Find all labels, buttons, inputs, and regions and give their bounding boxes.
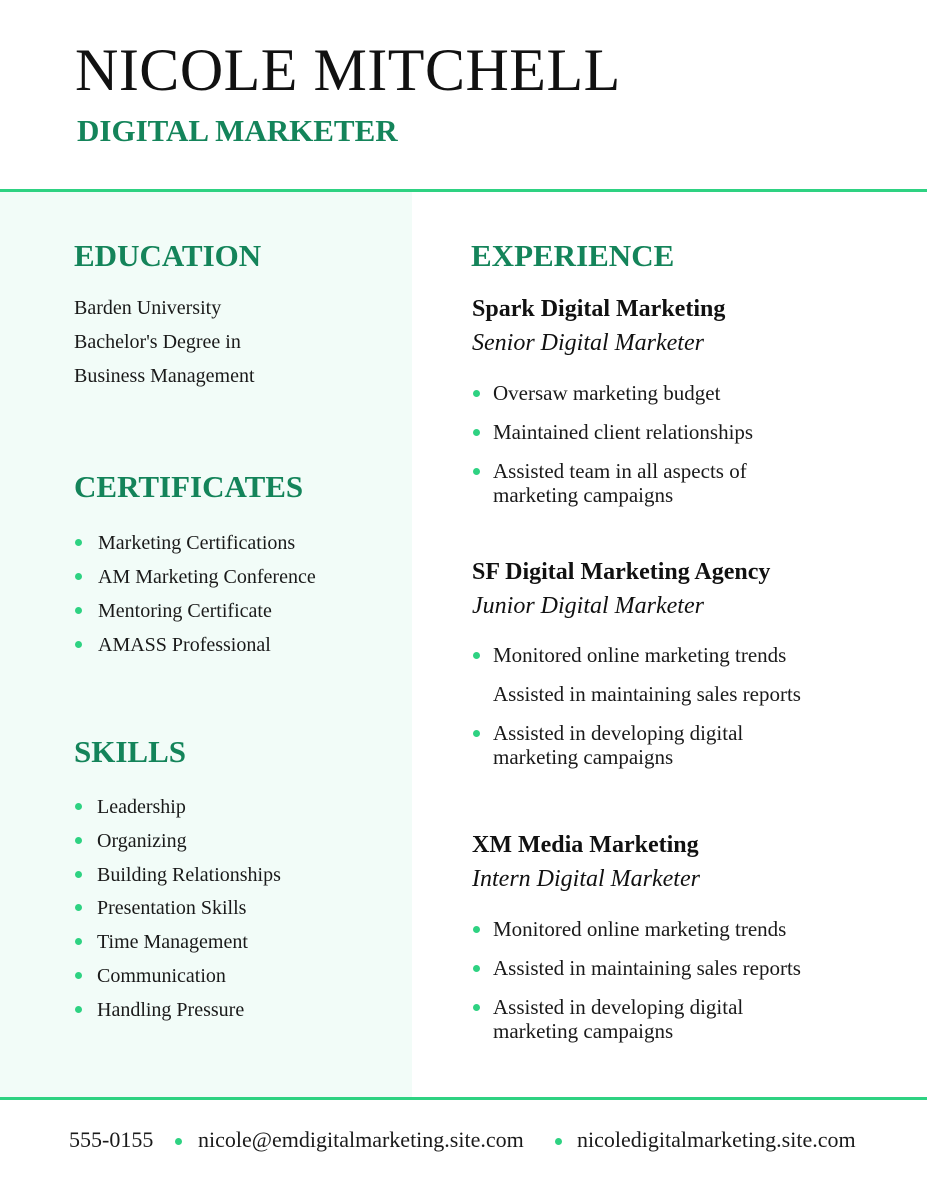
bullet-icon: [473, 730, 480, 737]
bullet-icon: [473, 691, 480, 698]
bullet-icon: [473, 926, 480, 933]
job-role: Intern Digital Marketer: [472, 866, 700, 892]
education-degree: Bachelor's Degree in: [74, 331, 241, 353]
contact-footer: [0, 1100, 927, 1200]
bullet-icon: [473, 390, 480, 397]
resume-header: [0, 0, 927, 190]
bullet-icon: [75, 837, 82, 844]
bullet-icon: [75, 803, 82, 810]
job-duty: Assisted in developing digital marketing campaigns: [493, 721, 744, 769]
list-item: [472, 420, 892, 444]
job-role: Senior Digital Marketer: [472, 330, 704, 356]
separator-dot-icon: [175, 1138, 182, 1145]
list-item: [472, 995, 783, 1043]
certificate-label: AMASS Professional: [98, 634, 271, 656]
skill-label: Building Relationships: [97, 863, 281, 886]
bullet-icon: [75, 539, 82, 546]
experience-heading: EXPERIENCE: [471, 238, 675, 273]
phone-number: 555-0155: [69, 1127, 154, 1152]
bullet-icon: [473, 429, 480, 436]
list-item: [472, 956, 892, 980]
certificate-label: AM Marketing Conference: [98, 566, 316, 588]
job-role: Junior Digital Marketer: [472, 593, 704, 619]
list-item: [472, 917, 892, 941]
job-bullets: [472, 643, 892, 784]
list-item: [472, 682, 892, 706]
bullet-icon: [75, 972, 82, 979]
job-duty: Maintained client relationships: [493, 420, 754, 444]
job-bullets: [472, 917, 892, 1058]
job-company: XM Media Marketing: [472, 832, 699, 858]
job-company: Spark Digital Marketing: [472, 296, 726, 322]
skill-label: Organizing: [97, 829, 187, 852]
bullet-icon: [473, 468, 480, 475]
job-bullets: [472, 381, 892, 522]
bullet-icon: [75, 1006, 82, 1013]
job-duty: Monitored online marketing trends: [493, 917, 787, 941]
job-duty: Assisted in developing digital marketing campaigns: [493, 995, 744, 1043]
skill-label: Leadership: [97, 796, 186, 818]
bullet-icon: [75, 607, 82, 614]
separator-dot-icon: [555, 1138, 562, 1145]
candidate-name: NICOLE MITCHELL: [75, 37, 621, 103]
bullet-icon: [75, 573, 82, 580]
education-school: Barden University: [74, 297, 222, 319]
bullet-icon: [75, 641, 82, 648]
job-duty: Monitored online marketing trends: [493, 643, 787, 667]
education-heading: EDUCATION: [74, 238, 262, 273]
job-duty: Assisted team in all aspects of marketing campaigns: [493, 459, 747, 507]
job-company: SF Digital Marketing Agency: [472, 559, 771, 585]
education-field: Business Management: [74, 365, 255, 387]
job-duty: Oversaw marketing budget: [493, 381, 721, 405]
skill-label: Handling Pressure: [97, 998, 245, 1021]
skill-label: Time Management: [97, 931, 248, 954]
skill-label: Communication: [97, 964, 226, 987]
skill-label: Presentation Skills: [97, 897, 247, 920]
skills-heading: SKILLS: [74, 734, 187, 769]
website-link[interactable]: nicoledigitalmarketing.site.com: [577, 1127, 856, 1152]
certificates-heading: CERTIFICATES: [74, 469, 304, 504]
email-link[interactable]: nicole@emdigitalmarketing.site.com: [198, 1127, 524, 1152]
certificate-label: Mentoring Certificate: [98, 600, 272, 622]
certificate-label: Marketing Certifications: [98, 532, 296, 554]
list-item: [472, 721, 783, 769]
bullet-icon: [75, 871, 82, 878]
job-duty: Assisted in maintaining sales reports: [493, 682, 801, 706]
list-item: [472, 643, 892, 667]
job-duty: Assisted in maintaining sales reports: [493, 956, 801, 980]
bullet-icon: [473, 1004, 480, 1011]
job-title: DIGITAL MARKETER: [77, 113, 398, 148]
list-item: [472, 381, 892, 405]
list-item: [472, 459, 783, 507]
bullet-icon: [473, 965, 480, 972]
bullet-icon: [473, 652, 480, 659]
